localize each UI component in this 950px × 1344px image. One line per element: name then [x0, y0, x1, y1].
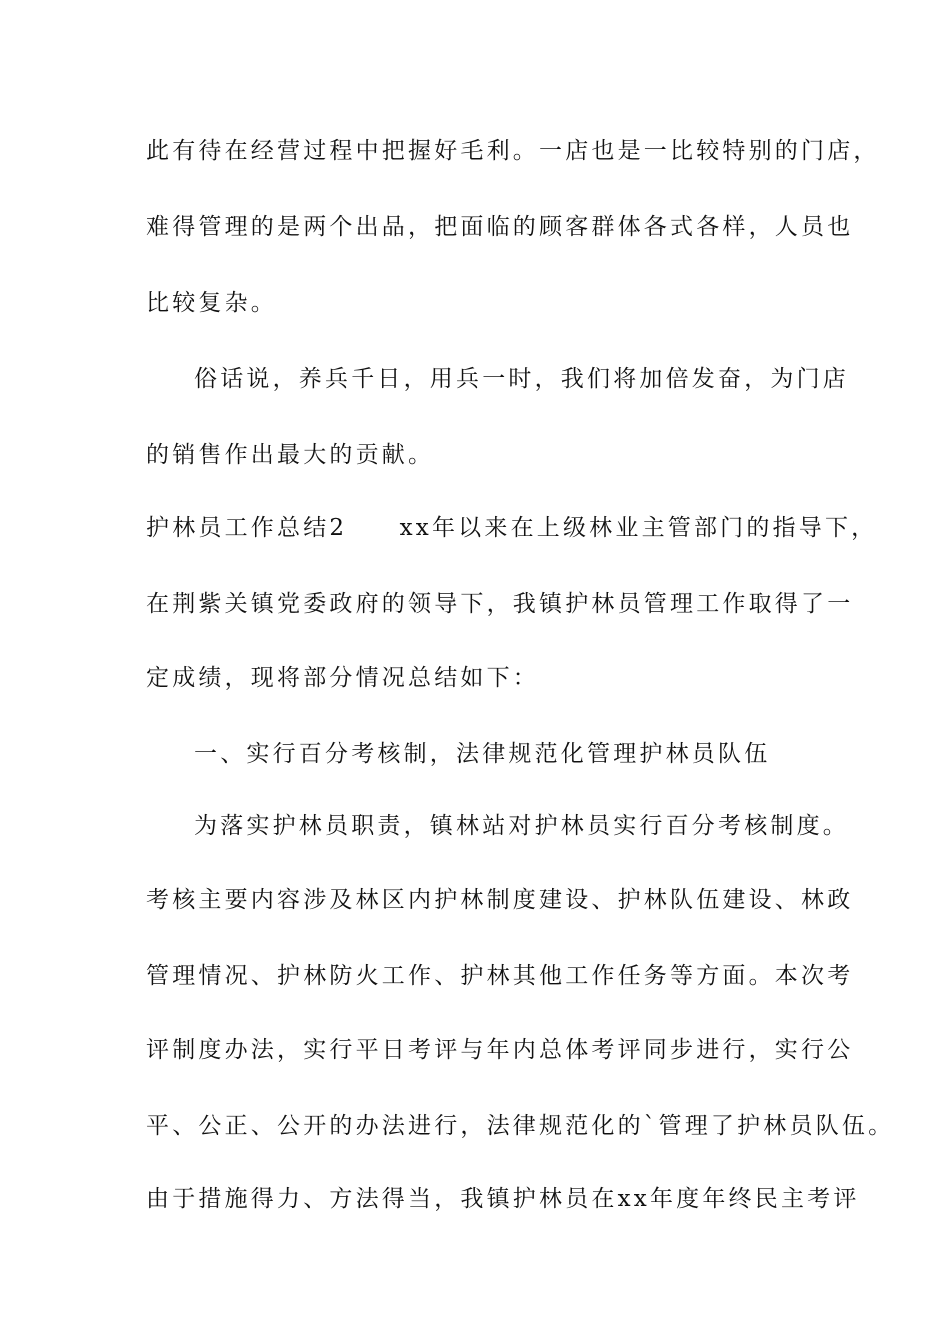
- text-line-13: 评制度办法，实行平日考评与年内总体考评同步进行，实行公: [146, 1037, 854, 1063]
- text-line-4: 俗话说，养兵千日，用兵一时，我们将加倍发奋，为门店: [194, 366, 849, 392]
- section-title-line: 护林员工作总结2 xx年以来在上级林业主管部门的指导下，: [146, 515, 878, 541]
- text-line-2: 难得管理的是两个出品，把面临的顾客群体各式各样，人员也: [146, 214, 854, 240]
- text-line-15: 由于措施得力、方法得当，我镇护林员在xx年度年终民主考评: [146, 1186, 860, 1212]
- text-line-8: 定成绩，现将部分情况总结如下：: [146, 665, 539, 691]
- text-line-10: 为落实护林员职责，镇林站对护林员实行百分考核制度。: [194, 813, 849, 839]
- text-line-7: 在荆紫关镇党委政府的领导下，我镇护林员管理工作取得了一: [146, 591, 854, 617]
- heading-line: 一、实行百分考核制，法律规范化管理护林员队伍: [194, 741, 771, 767]
- text-line-14: 平、公正、公开的办法进行，法律规范化的`管理了护林员队伍。: [146, 1113, 895, 1139]
- text-line-5: 的销售作出最大的贡献。: [146, 442, 435, 468]
- text-line-11: 考核主要内容涉及林区内护林制度建设、护林队伍建设、林政: [146, 887, 854, 913]
- text-line-3: 比较复杂。: [146, 290, 277, 316]
- text-line-12: 管理情况、护林防火工作、护林其他工作任务等方面。本次考: [146, 963, 854, 989]
- text-line-1: 此有待在经营过程中把握好毛利。一店也是一比较特别的门店，: [146, 138, 880, 164]
